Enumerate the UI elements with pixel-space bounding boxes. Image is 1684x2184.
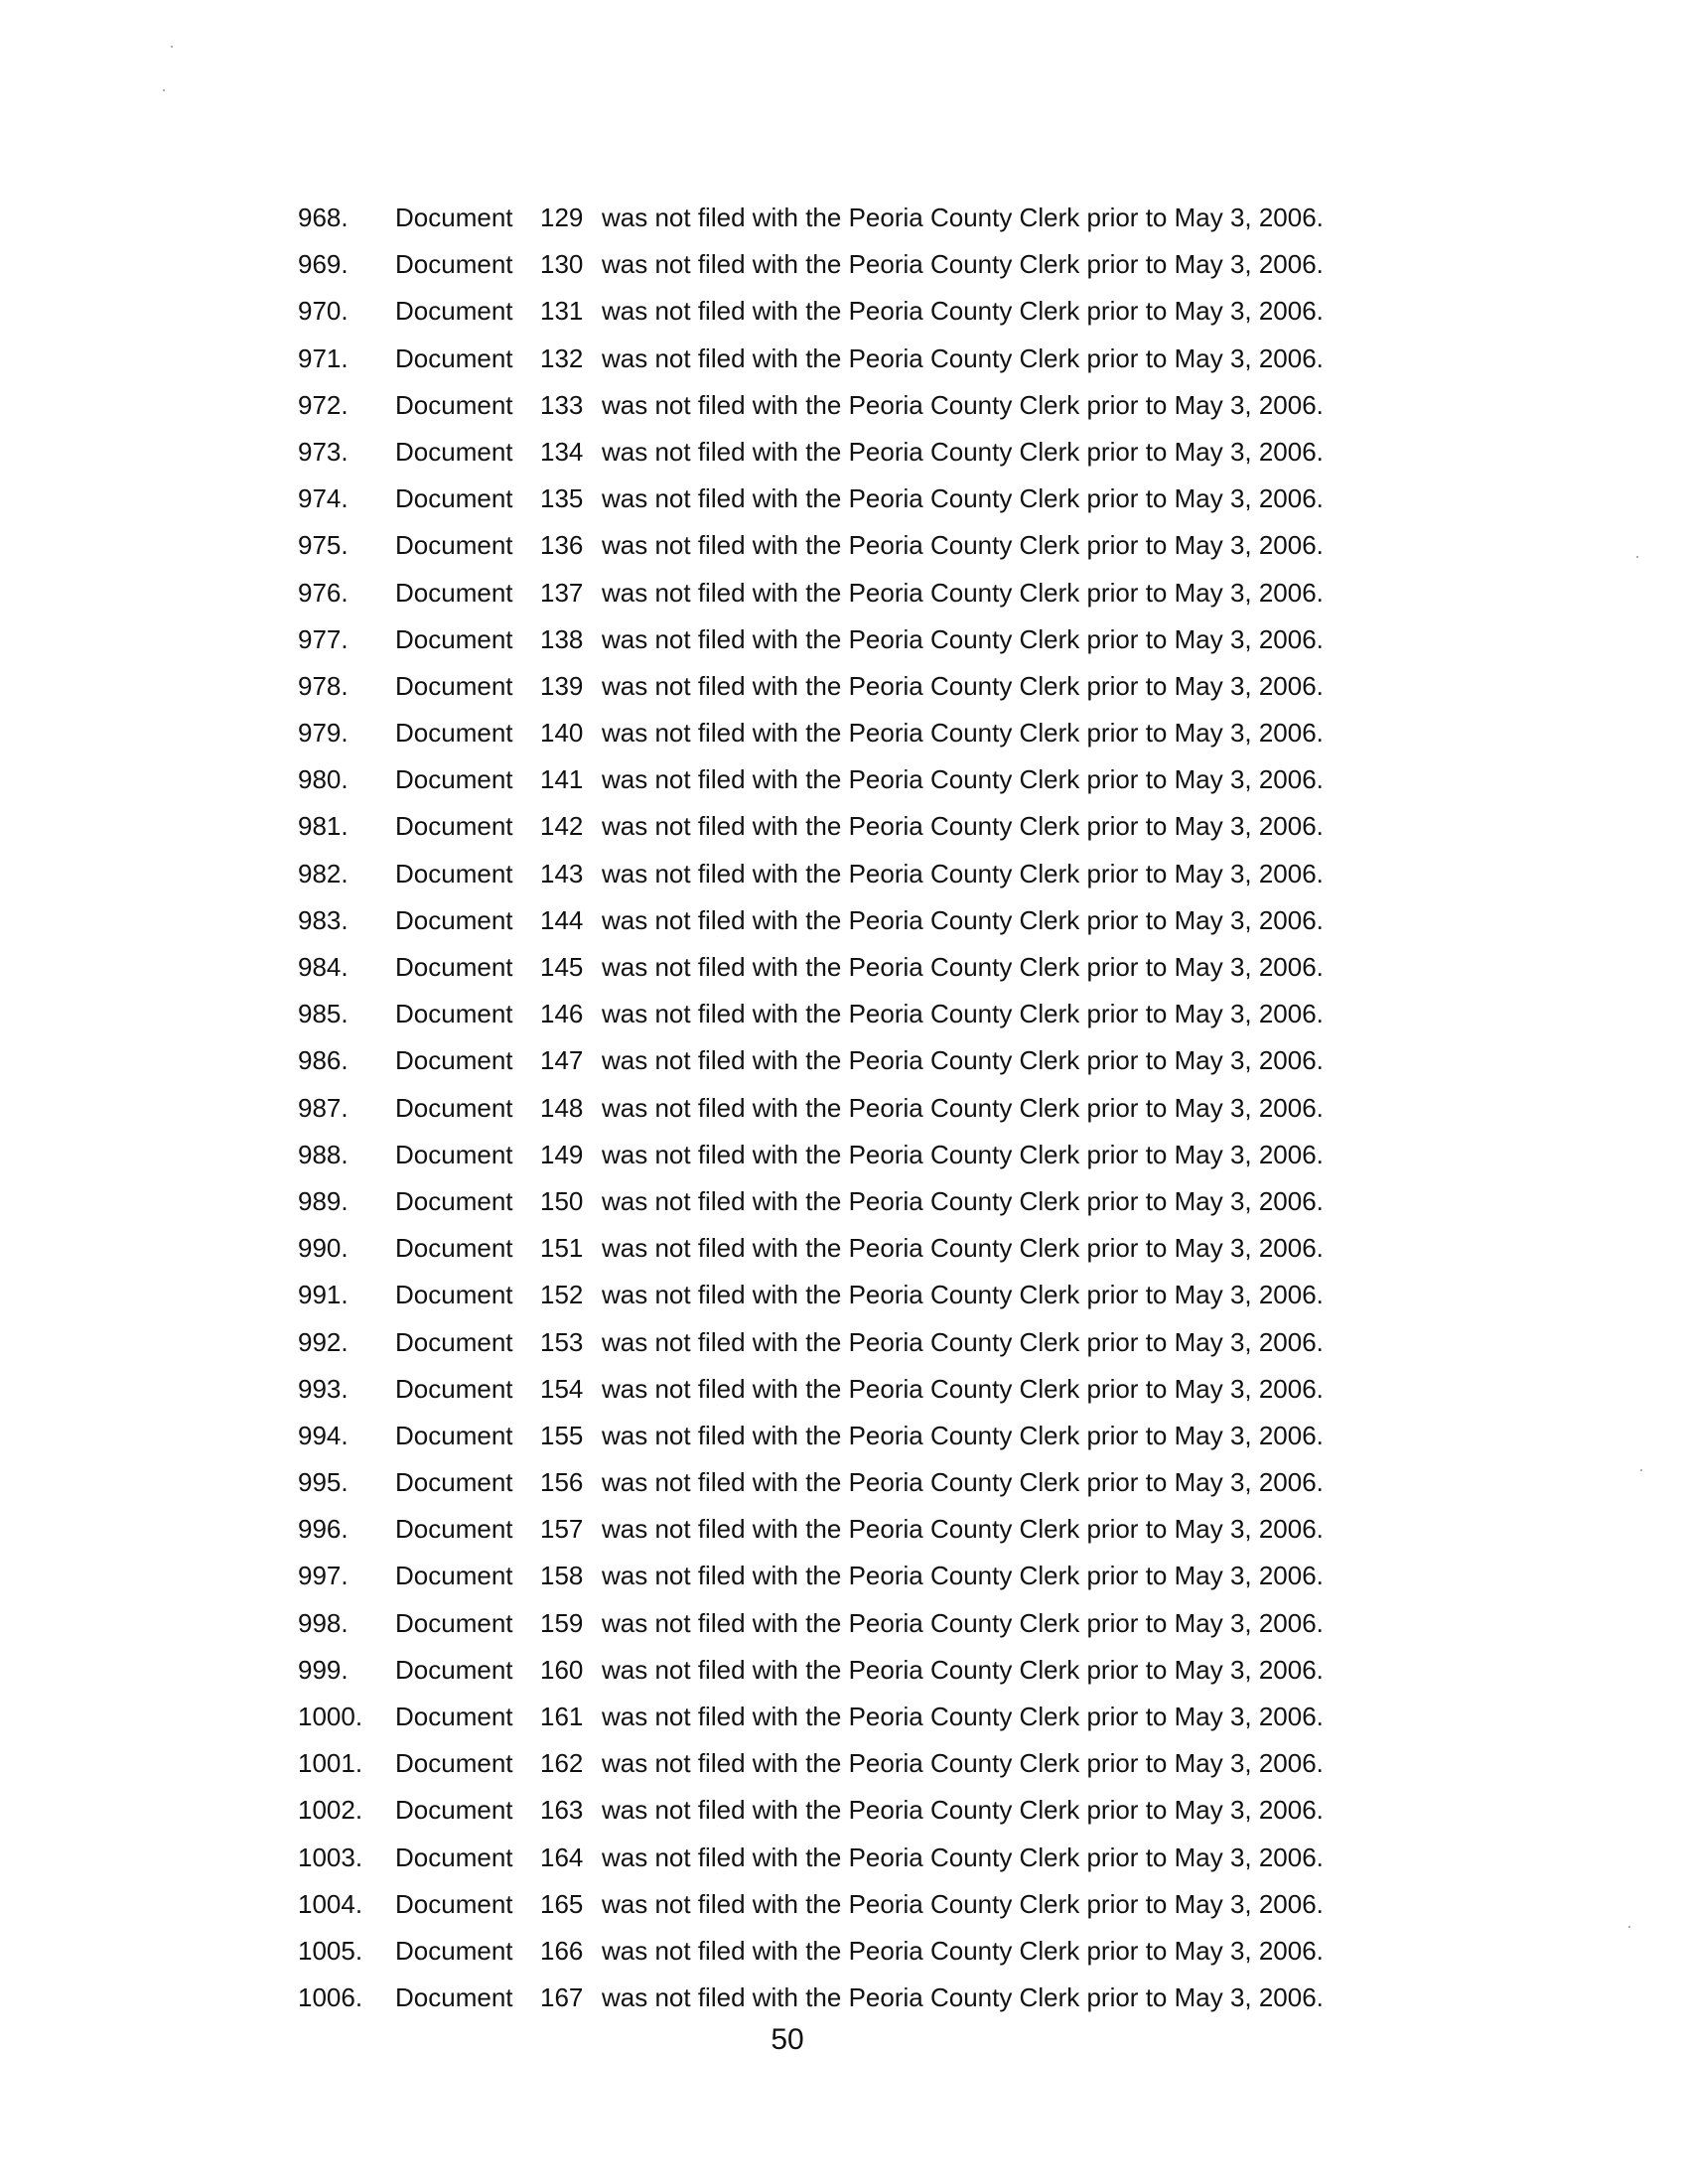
statement-text: was not filed with the Peoria County Clerk prior to May 3, 2006.: [602, 389, 1324, 420]
paragraph-number: 986.: [298, 1045, 349, 1076]
paragraph-number: 970.: [298, 296, 349, 327]
list-item: [298, 1514, 1390, 1561]
paragraph-number: 968.: [298, 203, 349, 232]
scan-speck: [163, 89, 165, 91]
paragraph-number: 990.: [298, 1233, 349, 1264]
statement-text: was not filed with the Peoria County Clerk prior to May 3, 2006.: [602, 718, 1324, 749]
document-number: 145: [540, 952, 584, 982]
statement-text: was not filed with the Peoria County Clerk prior to May 3, 2006.: [602, 1654, 1324, 1685]
paragraph-number: 987.: [298, 1092, 349, 1123]
paragraph-number: 974.: [298, 483, 349, 514]
list-item: [298, 671, 1390, 718]
document-label: Document: [395, 296, 513, 327]
list-item: [298, 1889, 1390, 1936]
list-item: [298, 1936, 1390, 1982]
document-label: Document: [395, 811, 513, 842]
document-label: Document: [395, 1795, 513, 1826]
paragraph-number: 998.: [298, 1607, 349, 1638]
list-item: [298, 1608, 1390, 1655]
statement-text: was not filed with the Peoria County Clerk prior to May 3, 2006.: [602, 1514, 1324, 1545]
paragraph-number: 989.: [298, 1185, 349, 1216]
document-label: Document: [395, 1748, 513, 1779]
document-label: Document: [395, 1561, 513, 1591]
paragraph-number: 1002.: [298, 1795, 363, 1826]
statement-text: was not filed with the Peoria County Clerk prior to May 3, 2006.: [602, 1045, 1324, 1076]
list-item: [298, 1561, 1390, 1607]
statement-text: was not filed with the Peoria County Clerk prior to May 3, 2006.: [602, 342, 1324, 373]
statement-text: was not filed with the Peoria County Clerk prior to May 3, 2006.: [602, 1935, 1324, 1966]
statement-text: was not filed with the Peoria County Clerk prior to May 3, 2006.: [602, 577, 1324, 608]
document-label: Document: [395, 342, 513, 373]
document-number: 139: [540, 670, 584, 701]
paragraph-number: 995.: [298, 1467, 349, 1498]
paragraph-number: 984.: [298, 952, 349, 982]
paragraph-number: 975.: [298, 530, 349, 561]
document-label: Document: [395, 1982, 513, 2013]
statement-text: was not filed with the Peoria County Clerk prior to May 3, 2006.: [602, 1373, 1324, 1404]
list-item: [298, 390, 1390, 437]
document-label: Document: [395, 1373, 513, 1404]
list-item: [298, 624, 1390, 671]
list-item: [298, 905, 1390, 952]
paragraph-number: 982.: [298, 858, 349, 888]
list-item: [298, 1186, 1390, 1233]
scan-speck: [1640, 1469, 1642, 1471]
statement-text: was not filed with the Peoria County Clerk prior to May 3, 2006.: [602, 1092, 1324, 1123]
document-label: Document: [395, 1935, 513, 1966]
document-number: 152: [540, 1280, 584, 1310]
statement-text: was not filed with the Peoria County Clerk prior to May 3, 2006.: [602, 1139, 1324, 1169]
list-item: [298, 1374, 1390, 1421]
document-label: Document: [395, 858, 513, 888]
paragraph-number: 1006.: [298, 1982, 363, 2013]
document-number: 156: [540, 1467, 584, 1498]
document-label: Document: [395, 1467, 513, 1498]
document-number: 150: [540, 1185, 584, 1216]
scan-speck: [171, 46, 173, 48]
document-number: 129: [540, 203, 584, 232]
document-number: 143: [540, 858, 584, 888]
paragraph-number: 1003.: [298, 1842, 363, 1872]
document-number: 146: [540, 999, 584, 1029]
document-number: 166: [540, 1935, 584, 1966]
paragraph-number: 973.: [298, 436, 349, 467]
statement-text: was not filed with the Peoria County Clerk prior to May 3, 2006.: [602, 858, 1324, 888]
document-label: Document: [395, 904, 513, 935]
list-item: [298, 530, 1390, 577]
paragraph-number: 994.: [298, 1420, 349, 1450]
document-label: Document: [395, 1185, 513, 1216]
paragraph-number: 985.: [298, 999, 349, 1029]
paragraph-number: 980.: [298, 764, 349, 795]
document-label: Document: [395, 530, 513, 561]
statement-text: was not filed with the Peoria County Clerk prior to May 3, 2006.: [602, 623, 1324, 654]
document-label: Document: [395, 577, 513, 608]
statement-text: was not filed with the Peoria County Clerk prior to May 3, 2006.: [602, 296, 1324, 327]
document-number: 148: [540, 1092, 584, 1123]
list-item: [298, 578, 1390, 624]
document-number: 144: [540, 904, 584, 935]
statement-text: was not filed with the Peoria County Clerk prior to May 3, 2006.: [602, 1561, 1324, 1591]
paragraph-number: 996.: [298, 1514, 349, 1545]
list-item: [298, 1140, 1390, 1186]
list-item: [298, 203, 1390, 249]
paragraph-number: 1004.: [298, 1888, 363, 1919]
document-label: Document: [395, 718, 513, 749]
statement-text: was not filed with the Peoria County Clerk prior to May 3, 2006.: [602, 1748, 1324, 1779]
document-label: Document: [395, 670, 513, 701]
document-label: Document: [395, 1233, 513, 1264]
list-item: [298, 1748, 1390, 1795]
paragraph-number: 972.: [298, 389, 349, 420]
statement-text: was not filed with the Peoria County Clerk prior to May 3, 2006.: [602, 952, 1324, 982]
list-item: [298, 1045, 1390, 1092]
document-label: Document: [395, 389, 513, 420]
statement-text: was not filed with the Peoria County Clerk prior to May 3, 2006.: [602, 1888, 1324, 1919]
document-number: 164: [540, 1842, 584, 1872]
list-item: [298, 1280, 1390, 1326]
list-item: [298, 1327, 1390, 1374]
document-number: 132: [540, 342, 584, 373]
document-label: Document: [395, 1607, 513, 1638]
list-item: [298, 1655, 1390, 1702]
statement-text: was not filed with the Peoria County Clerk prior to May 3, 2006.: [602, 436, 1324, 467]
document-number: 133: [540, 389, 584, 420]
paragraph-number: 991.: [298, 1280, 349, 1310]
document-number: 130: [540, 249, 584, 280]
list-item: [298, 952, 1390, 999]
document-number: 160: [540, 1654, 584, 1685]
list-item: [298, 1702, 1390, 1748]
document-number: 161: [540, 1702, 584, 1731]
paragraph-number: 969.: [298, 249, 349, 280]
statement-text: was not filed with the Peoria County Clerk prior to May 3, 2006.: [602, 670, 1324, 701]
list-item: [298, 1467, 1390, 1514]
paragraph-number: 971.: [298, 342, 349, 373]
statement-text: was not filed with the Peoria County Clerk prior to May 3, 2006.: [602, 904, 1324, 935]
list-item: [298, 483, 1390, 530]
document-number: 162: [540, 1748, 584, 1779]
statement-text: was not filed with the Peoria County Clerk prior to May 3, 2006.: [602, 1280, 1324, 1310]
document-label: Document: [395, 483, 513, 514]
page-number: 50: [771, 2023, 804, 2056]
list-item: [298, 811, 1390, 858]
statement-text: was not filed with the Peoria County Clerk prior to May 3, 2006.: [602, 1420, 1324, 1450]
document-label: Document: [395, 952, 513, 982]
paragraph-number: 976.: [298, 577, 349, 608]
document-number: 138: [540, 623, 584, 654]
document-label: Document: [395, 764, 513, 795]
statement-list: [298, 203, 1390, 2029]
document-label: Document: [395, 1420, 513, 1450]
paragraph-number: 997.: [298, 1561, 349, 1591]
statement-text: was not filed with the Peoria County Clerk prior to May 3, 2006.: [602, 1795, 1324, 1826]
document-number: 157: [540, 1514, 584, 1545]
paragraph-number: 981.: [298, 811, 349, 842]
statement-text: was not filed with the Peoria County Clerk prior to May 3, 2006.: [602, 1702, 1324, 1731]
paragraph-number: 1001.: [298, 1748, 363, 1779]
paragraph-number: 1005.: [298, 1935, 363, 1966]
statement-text: was not filed with the Peoria County Clerk prior to May 3, 2006.: [602, 1233, 1324, 1264]
statement-text: was not filed with the Peoria County Clerk prior to May 3, 2006.: [602, 764, 1324, 795]
statement-text: was not filed with the Peoria County Clerk prior to May 3, 2006.: [602, 1842, 1324, 1872]
document-number: 142: [540, 811, 584, 842]
list-item: [298, 718, 1390, 764]
statement-text: was not filed with the Peoria County Clerk prior to May 3, 2006.: [602, 1982, 1324, 2013]
list-item: [298, 1233, 1390, 1280]
document-label: Document: [395, 1514, 513, 1545]
document-number: 140: [540, 718, 584, 749]
paragraph-number: 999.: [298, 1654, 349, 1685]
list-item: [298, 1421, 1390, 1467]
statement-text: was not filed with the Peoria County Clerk prior to May 3, 2006.: [602, 483, 1324, 514]
document-number: 163: [540, 1795, 584, 1826]
document-number: 134: [540, 436, 584, 467]
scan-speck: [1628, 1926, 1630, 1928]
document-label: Document: [395, 1280, 513, 1310]
document-number: 153: [540, 1326, 584, 1357]
document-number: 165: [540, 1888, 584, 1919]
document-label: Document: [395, 1045, 513, 1076]
document-number: 135: [540, 483, 584, 514]
document-number: 136: [540, 530, 584, 561]
document-label: Document: [395, 623, 513, 654]
list-item: [298, 437, 1390, 483]
scan-speck: [1636, 556, 1638, 558]
document-label: Document: [395, 1842, 513, 1872]
document-label: Document: [395, 1888, 513, 1919]
statement-text: was not filed with the Peoria County Clerk prior to May 3, 2006.: [602, 203, 1324, 232]
document-number: 159: [540, 1607, 584, 1638]
document-label: Document: [395, 999, 513, 1029]
list-item: [298, 1843, 1390, 1889]
statement-text: was not filed with the Peoria County Clerk prior to May 3, 2006.: [602, 1607, 1324, 1638]
document-number: 147: [540, 1045, 584, 1076]
document-label: Document: [395, 249, 513, 280]
document-number: 167: [540, 1982, 584, 2013]
document-number: 151: [540, 1233, 584, 1264]
document-label: Document: [395, 1326, 513, 1357]
paragraph-number: 988.: [298, 1139, 349, 1169]
document-number: 137: [540, 577, 584, 608]
document-number: 141: [540, 764, 584, 795]
document-label: Document: [395, 1092, 513, 1123]
document-label: Document: [395, 1654, 513, 1685]
list-item: [298, 1795, 1390, 1842]
statement-text: was not filed with the Peoria County Clerk prior to May 3, 2006.: [602, 999, 1324, 1029]
paragraph-number: 983.: [298, 904, 349, 935]
statement-text: was not filed with the Peoria County Clerk prior to May 3, 2006.: [602, 1326, 1324, 1357]
document-number: 131: [540, 296, 584, 327]
paragraph-number: 992.: [298, 1326, 349, 1357]
statement-text: was not filed with the Peoria County Clerk prior to May 3, 2006.: [602, 249, 1324, 280]
paragraph-number: 1000.: [298, 1702, 363, 1731]
statement-text: was not filed with the Peoria County Clerk prior to May 3, 2006.: [602, 1467, 1324, 1498]
document-label: Document: [395, 1702, 513, 1731]
document-number: 158: [540, 1561, 584, 1591]
statement-text: was not filed with the Peoria County Clerk prior to May 3, 2006.: [602, 530, 1324, 561]
statement-text: was not filed with the Peoria County Clerk prior to May 3, 2006.: [602, 1185, 1324, 1216]
paragraph-number: 978.: [298, 670, 349, 701]
paragraph-number: 993.: [298, 1373, 349, 1404]
document-label: Document: [395, 1139, 513, 1169]
document-label: Document: [395, 203, 513, 232]
document-number: 149: [540, 1139, 584, 1169]
list-item: [298, 343, 1390, 390]
paragraph-number: 977.: [298, 623, 349, 654]
paragraph-number: 979.: [298, 718, 349, 749]
list-item: [298, 764, 1390, 811]
list-item: [298, 249, 1390, 296]
document-number: 154: [540, 1373, 584, 1404]
list-item: [298, 1093, 1390, 1140]
document-number: 155: [540, 1420, 584, 1450]
list-item: [298, 859, 1390, 905]
list-item: [298, 999, 1390, 1045]
document-label: Document: [395, 436, 513, 467]
list-item: [298, 296, 1390, 342]
statement-text: was not filed with the Peoria County Clerk prior to May 3, 2006.: [602, 811, 1324, 842]
